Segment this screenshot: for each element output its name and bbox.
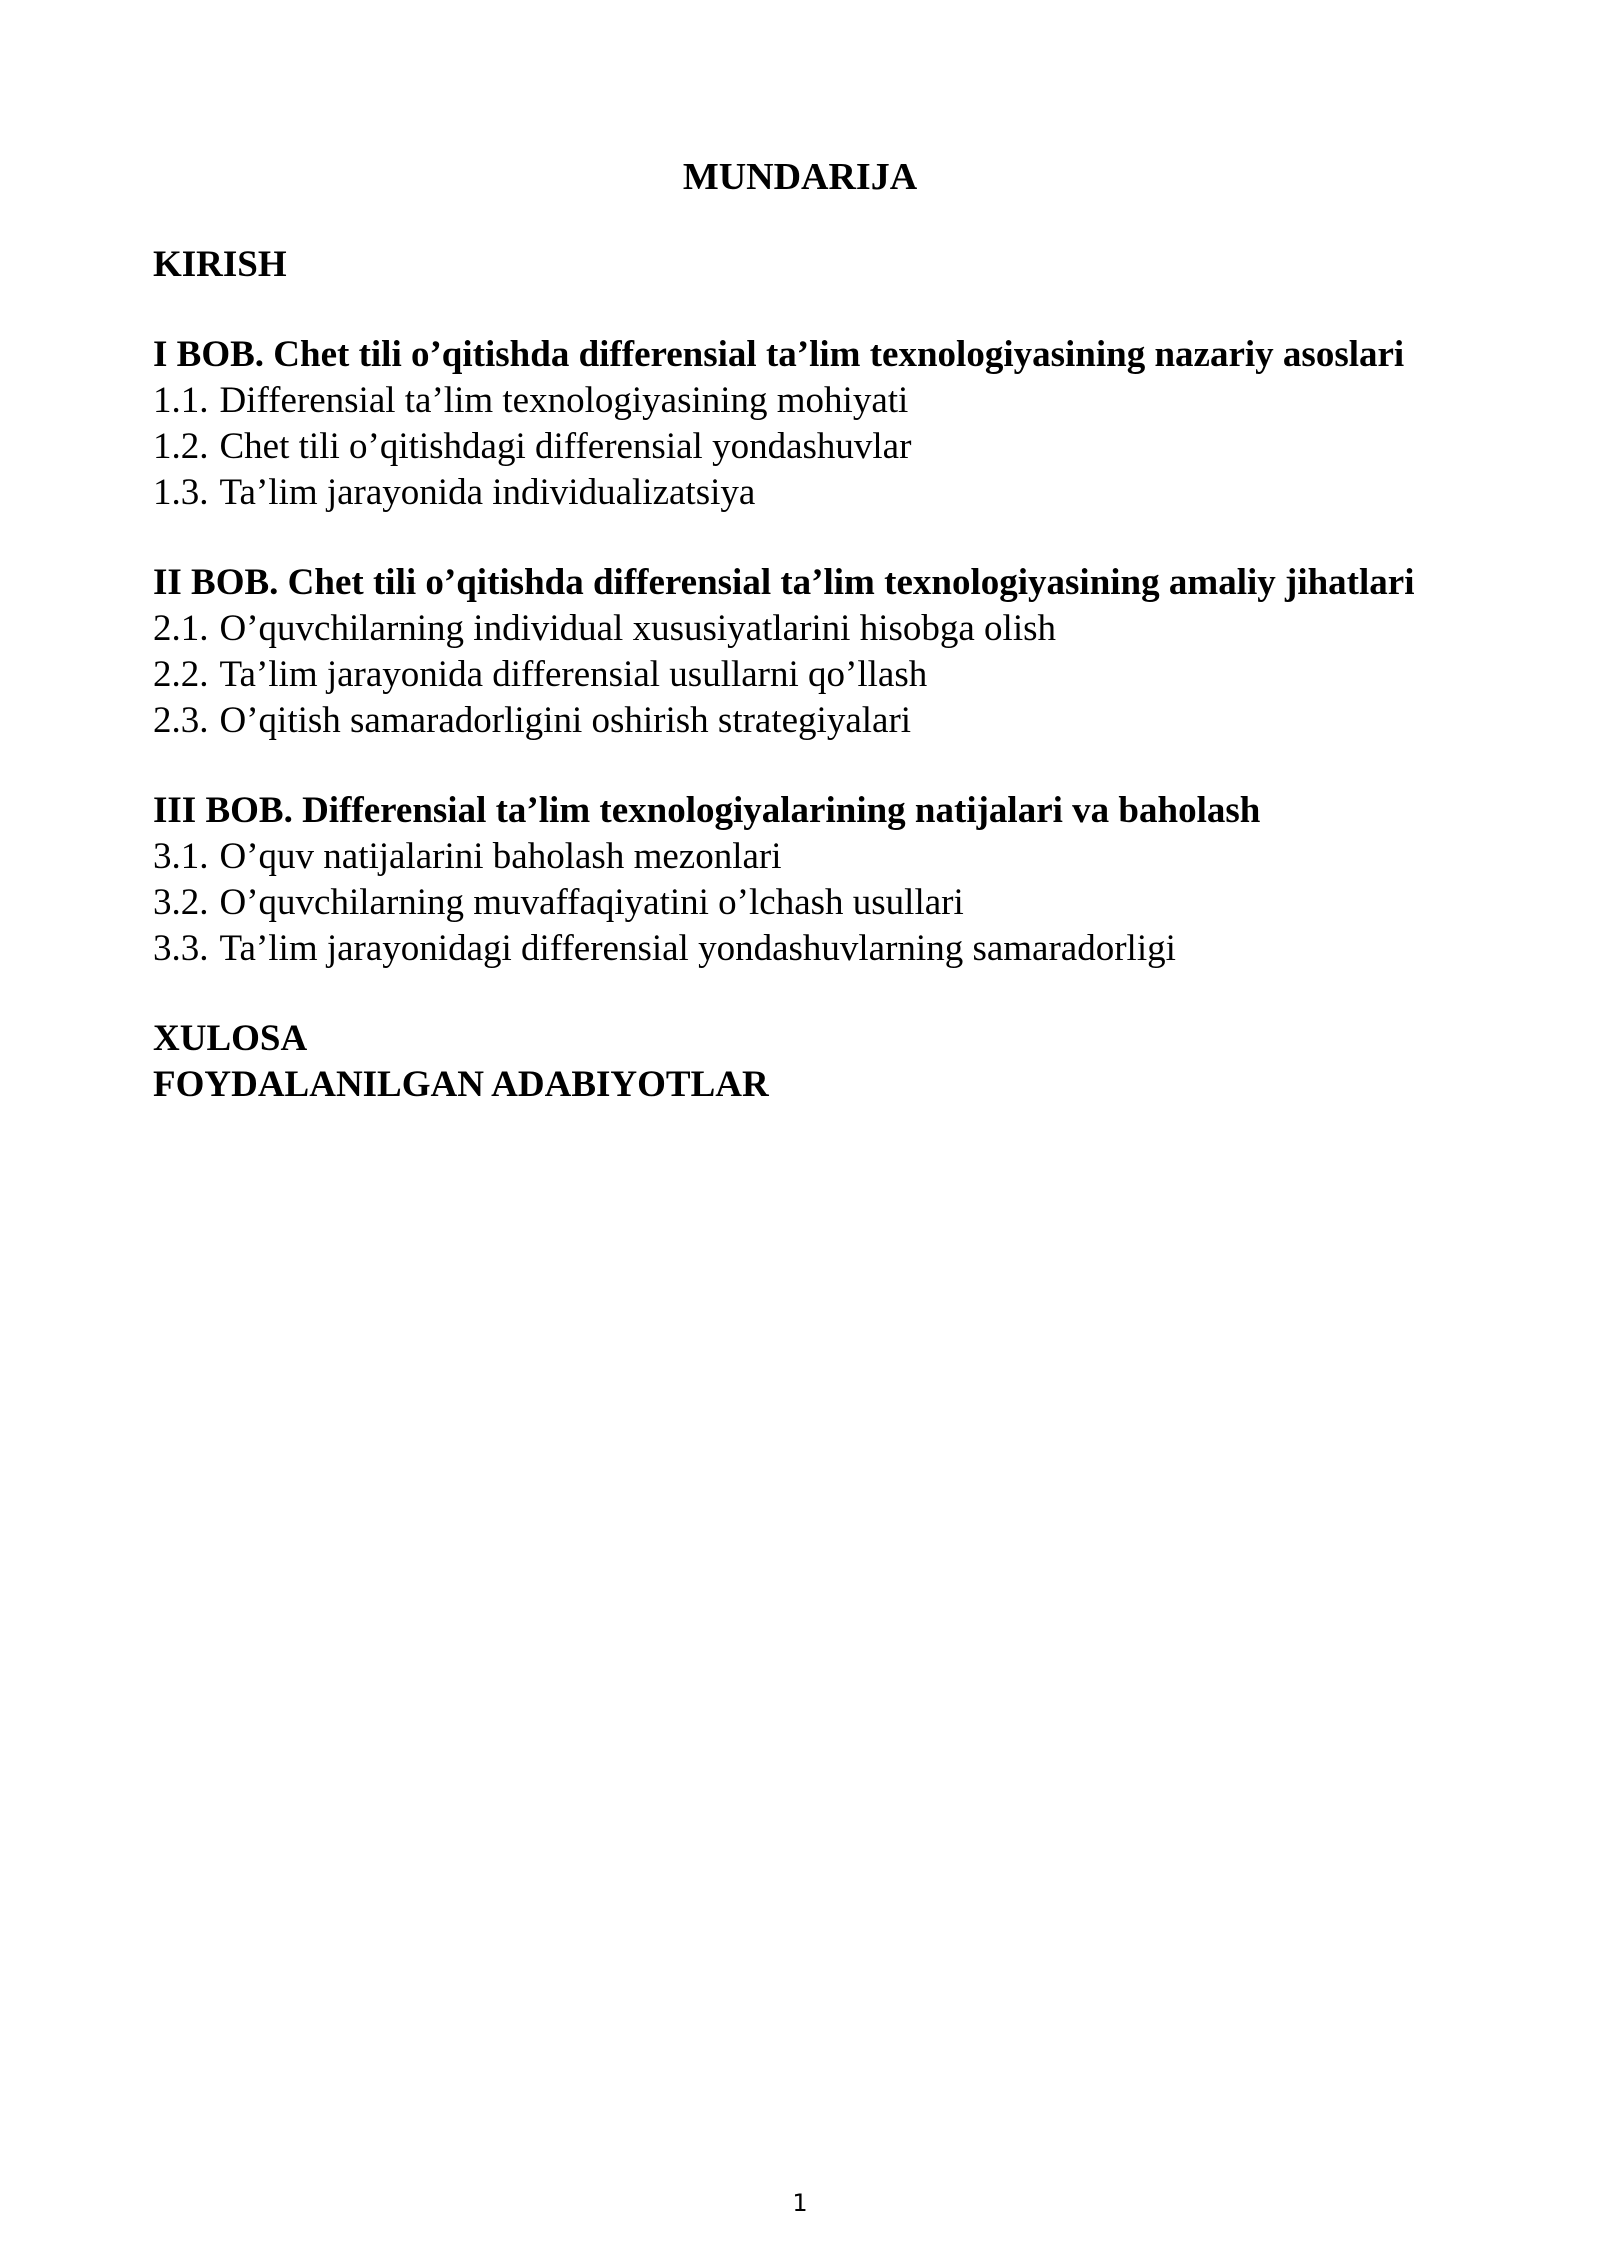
toc-item <box>153 652 1473 698</box>
toc-item <box>153 378 1473 424</box>
section-number: 3.1. <box>153 836 209 877</box>
spacer <box>153 972 1473 1016</box>
section-title: O’qitish samaradorligini oshirish strategiyalari <box>219 700 912 741</box>
toc-introduction: KIRISH <box>153 244 287 285</box>
section-title: Ta’lim jarayonida differensial usullarni qo’llash <box>219 654 928 695</box>
chapter-3 <box>153 788 1473 972</box>
toc-item <box>153 698 1473 744</box>
toc-item <box>153 834 1473 880</box>
toc-item <box>153 880 1473 926</box>
section-title: Ta’lim jarayonidagi differensial yondashuvlarning samaradorligi <box>219 928 1176 969</box>
section-number: 2.1. <box>153 608 209 649</box>
section-number: 2.2. <box>153 654 209 695</box>
section-title: Ta’lim jarayonida individualizatsiya <box>219 472 756 513</box>
section-number: 1.2. <box>153 426 209 467</box>
spacer <box>153 516 1473 560</box>
section-title: O’quvchilarning individual xususiyatlarini hisobga olish <box>219 608 1057 649</box>
chapter-heading: III BOB. Differensial ta’lim texnologiyalarining natijalari va baholash <box>153 790 1261 831</box>
page-title: MUNDARIJA <box>682 156 918 198</box>
section-number: 1.3. <box>153 472 209 513</box>
toc-item <box>153 470 1473 516</box>
section-number: 2.3. <box>153 700 209 741</box>
section-title: Chet tili o’qitishdagi differensial yondashuvlar <box>219 426 912 467</box>
toc-item <box>153 606 1473 652</box>
table-of-contents <box>153 242 1473 1108</box>
section-number: 1.1. <box>153 380 209 421</box>
chapter-2 <box>153 560 1473 744</box>
section-title: O’quv natijalarini baholash mezonlari <box>219 836 782 877</box>
section-number: 3.3. <box>153 928 209 969</box>
chapter-heading: I BOB. Chet tili o’qitishda differensial ta’lim texnologiyasining nazariy asoslari <box>153 334 1405 375</box>
toc-conclusion: XULOSA <box>153 1018 308 1059</box>
page-number: 1 <box>792 2189 808 2217</box>
toc-references: FOYDALANILGAN ADABIYOTLAR <box>153 1064 769 1105</box>
chapter-heading: II BOB. Chet tili o’qitishda differensial ta’lim texnologiyasining amaliy jihatlari <box>153 562 1415 603</box>
spacer <box>153 744 1473 788</box>
toc-item <box>153 424 1473 470</box>
section-title: O’quvchilarning muvaffaqiyatini o’lchash usullari <box>219 882 964 923</box>
section-number: 3.2. <box>153 882 209 923</box>
section-title: Differensial ta’lim texnologiyasining mohiyati <box>219 380 909 421</box>
spacer <box>153 288 1473 332</box>
toc-item <box>153 926 1473 972</box>
chapter-1 <box>153 332 1473 516</box>
